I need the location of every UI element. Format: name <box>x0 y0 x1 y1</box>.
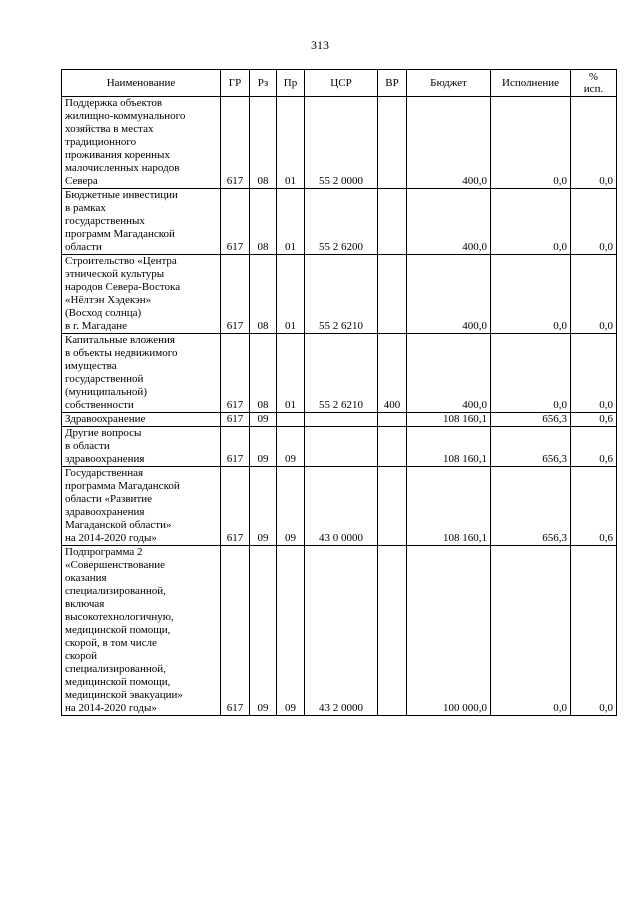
row-name: Бюджетные инвестиции в рамках государственных программ Магаданской области <box>62 189 221 255</box>
row-name: Государственная программа Магаданской области «Развитие здравоохранения Магаданской области» на 2014-2020 годы» <box>62 467 221 546</box>
row-name: Строительство «Центра этнической культуры народов Севера-Востока «Нёлтэн Хэдекэн» (Восход солнца) в г. Магадане <box>62 255 221 334</box>
row-name: Поддержка объектов жилищно-коммунального хозяйства в местах традиционного проживания коренных малочисленных народов Севера <box>62 97 221 189</box>
table-row <box>62 546 617 716</box>
header-percent: % исп. <box>571 70 617 97</box>
row-csr: 55 2 0000 <box>305 97 378 189</box>
header-csr: ЦСР <box>305 70 378 97</box>
row-percent: 0,0 <box>571 546 617 716</box>
row-percent: 0,6 <box>571 467 617 546</box>
row-gr: 617 <box>221 255 250 334</box>
header-vr: ВР <box>378 70 407 97</box>
table-row <box>62 255 617 334</box>
row-budget: 100 000,0 <box>407 546 491 716</box>
table-row <box>62 189 617 255</box>
row-gr: 617 <box>221 546 250 716</box>
row-rz: 09 <box>250 467 277 546</box>
row-csr: 55 2 6200 <box>305 189 378 255</box>
row-vr <box>378 546 407 716</box>
header-execution: Исполнение <box>491 70 571 97</box>
budget-table <box>61 69 617 716</box>
row-percent: 0,0 <box>571 97 617 189</box>
row-execution: 0,0 <box>491 189 571 255</box>
row-csr: 43 2 0000 <box>305 546 378 716</box>
header-budget: Бюджет <box>407 70 491 97</box>
row-pr: 09 <box>277 427 305 467</box>
row-vr <box>378 97 407 189</box>
row-rz: 08 <box>250 334 277 413</box>
row-vr <box>378 427 407 467</box>
row-pr: 09 <box>277 546 305 716</box>
row-budget: 108 160,1 <box>407 427 491 467</box>
row-budget: 400,0 <box>407 97 491 189</box>
row-rz: 09 <box>250 413 277 427</box>
table-header-row <box>62 70 617 97</box>
row-pr: 01 <box>277 255 305 334</box>
row-execution: 656,3 <box>491 413 571 427</box>
row-vr <box>378 189 407 255</box>
table-row <box>62 334 617 413</box>
row-name: Другие вопросы в области здравоохранения <box>62 427 221 467</box>
row-pr: 01 <box>277 189 305 255</box>
row-pr <box>277 413 305 427</box>
row-name: Капитальные вложения в объекты недвижимого имущества государственной (муниципальной) собственности <box>62 334 221 413</box>
row-csr: 55 2 6210 <box>305 334 378 413</box>
row-csr <box>305 427 378 467</box>
row-gr: 617 <box>221 97 250 189</box>
row-rz: 08 <box>250 189 277 255</box>
row-name: Здравоохранение <box>62 413 221 427</box>
row-rz: 08 <box>250 255 277 334</box>
row-vr <box>378 413 407 427</box>
row-percent: 0,6 <box>571 413 617 427</box>
row-execution: 0,0 <box>491 546 571 716</box>
table-row <box>62 413 617 427</box>
header-rz: Рз <box>250 70 277 97</box>
row-vr: 400 <box>378 334 407 413</box>
row-vr <box>378 255 407 334</box>
row-rz: 09 <box>250 427 277 467</box>
row-pr: 01 <box>277 97 305 189</box>
row-execution: 0,0 <box>491 255 571 334</box>
row-gr: 617 <box>221 467 250 546</box>
row-budget: 108 160,1 <box>407 467 491 546</box>
row-csr: 55 2 6210 <box>305 255 378 334</box>
row-name: Подпрограмма 2 «Совершенствование оказания специализированной, включая высокотехнологичную, медицинской помощи, скорой, в том числе скорой специализированной, медицинской помощи, медицинской эвакуации» на 2014-2020 годы» <box>62 546 221 716</box>
row-execution: 656,3 <box>491 467 571 546</box>
row-budget: 400,0 <box>407 189 491 255</box>
row-rz: 08 <box>250 97 277 189</box>
row-percent: 0,0 <box>571 334 617 413</box>
row-pr: 01 <box>277 334 305 413</box>
row-vr <box>378 467 407 546</box>
table-row <box>62 467 617 546</box>
row-budget: 108 160,1 <box>407 413 491 427</box>
row-percent: 0,6 <box>571 427 617 467</box>
row-gr: 617 <box>221 334 250 413</box>
row-execution: 0,0 <box>491 97 571 189</box>
row-percent: 0,0 <box>571 189 617 255</box>
row-rz: 09 <box>250 546 277 716</box>
row-csr <box>305 413 378 427</box>
row-csr: 43 0 0000 <box>305 467 378 546</box>
page-number: 313 <box>311 38 329 52</box>
header-pr: Пр <box>277 70 305 97</box>
table-row <box>62 427 617 467</box>
row-gr: 617 <box>221 189 250 255</box>
row-pr: 09 <box>277 467 305 546</box>
row-gr: 617 <box>221 427 250 467</box>
row-execution: 0,0 <box>491 334 571 413</box>
table-row <box>62 97 617 189</box>
row-budget: 400,0 <box>407 334 491 413</box>
row-execution: 656,3 <box>491 427 571 467</box>
row-gr: 617 <box>221 413 250 427</box>
row-percent: 0,0 <box>571 255 617 334</box>
header-name: Наименование <box>62 70 221 97</box>
header-gr: ГР <box>221 70 250 97</box>
row-budget: 400,0 <box>407 255 491 334</box>
